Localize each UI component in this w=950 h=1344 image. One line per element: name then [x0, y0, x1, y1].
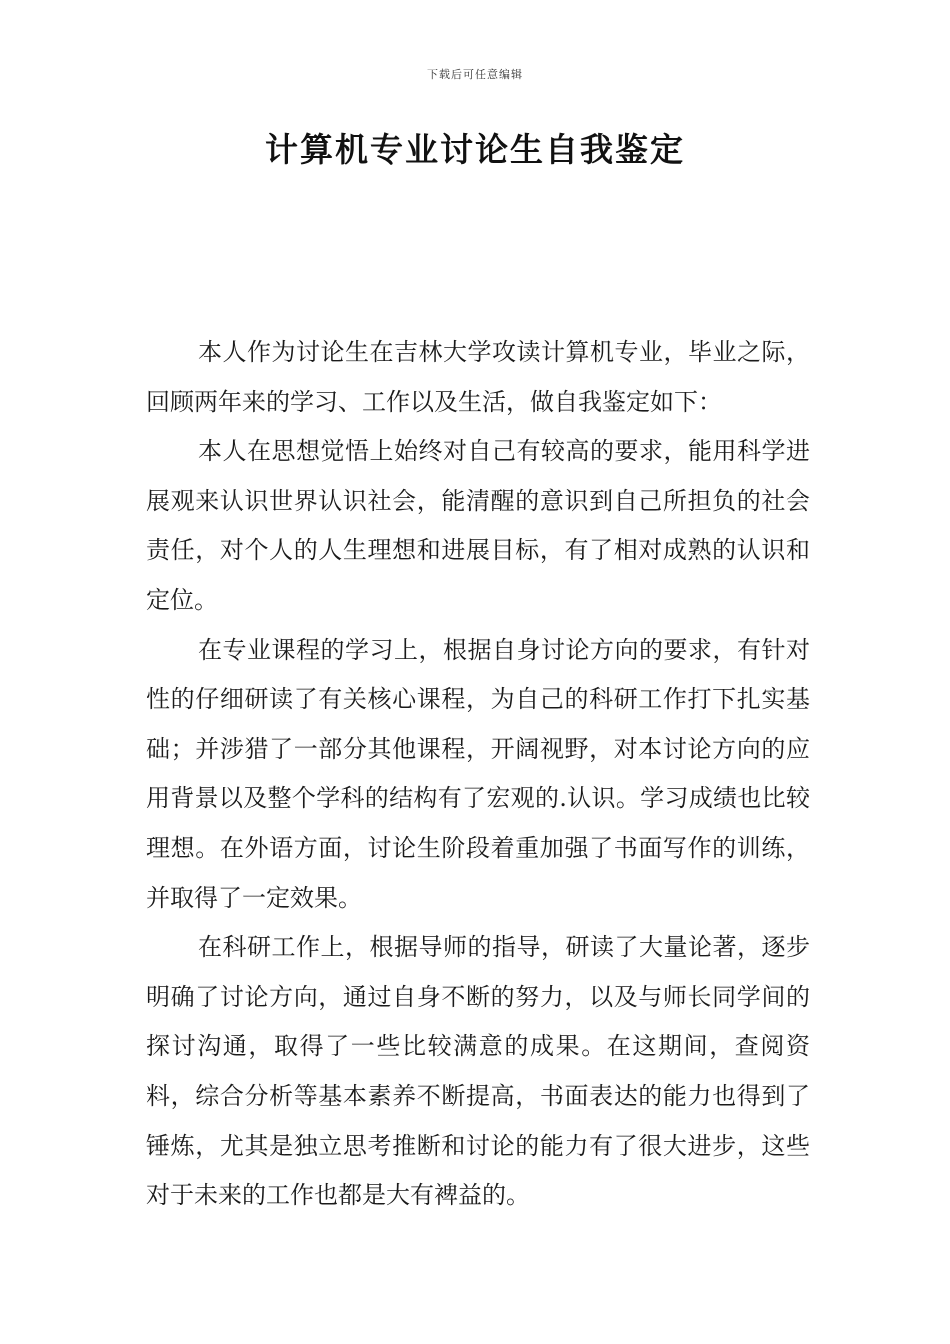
- paragraph-ideology: 本人在思想觉悟上始终对自己有较高的要求，能用科学进展观来认识世界认识社会，能清醒的意识到自己所担负的社会责任，对个人的人生理想和进展目标，有了相对成熟的认识和定位。: [146, 437, 810, 614]
- document-title: 计算机专业讨论生自我鉴定: [265, 130, 685, 169]
- paragraph-intro: 本人作为讨论生在吉林大学攻读计算机专业，毕业之际，回顾两年来的学习、工作以及生活，做自我鉴定如下：: [146, 338, 810, 416]
- document-body: [146, 328, 810, 1221]
- paragraph-coursework: 在专业课程的学习上，根据自身讨论方向的要求，有针对性的仔细研读了有关核心课程，为自己的科研工作打下扎实基础；并涉猎了一部分其他课程，开阔视野，对本讨论方向的应用背景以及整个学科的结构有了宏观的.认识。学习成绩也比较理想。在外语方面，讨论生阶段着重加强了书面写作的训练，并取得了一定效果。: [146, 635, 810, 912]
- paragraph-research: 在科研工作上，根据导师的指导，研读了大量论著，逐步明确了讨论方向，通过自身不断的努力，以及与师长同学间的探讨沟通，取得了一些比较满意的成果。在这期间，查阅资料，综合分析等基本素养不断提高，书面表达的能力也得到了锤炼，尤其是独立思考推断和讨论的能力有了很大进步，这些对于未来的工作也都是大有裨益的。: [146, 933, 810, 1210]
- header-note: 下载后可任意编辑: [427, 68, 523, 81]
